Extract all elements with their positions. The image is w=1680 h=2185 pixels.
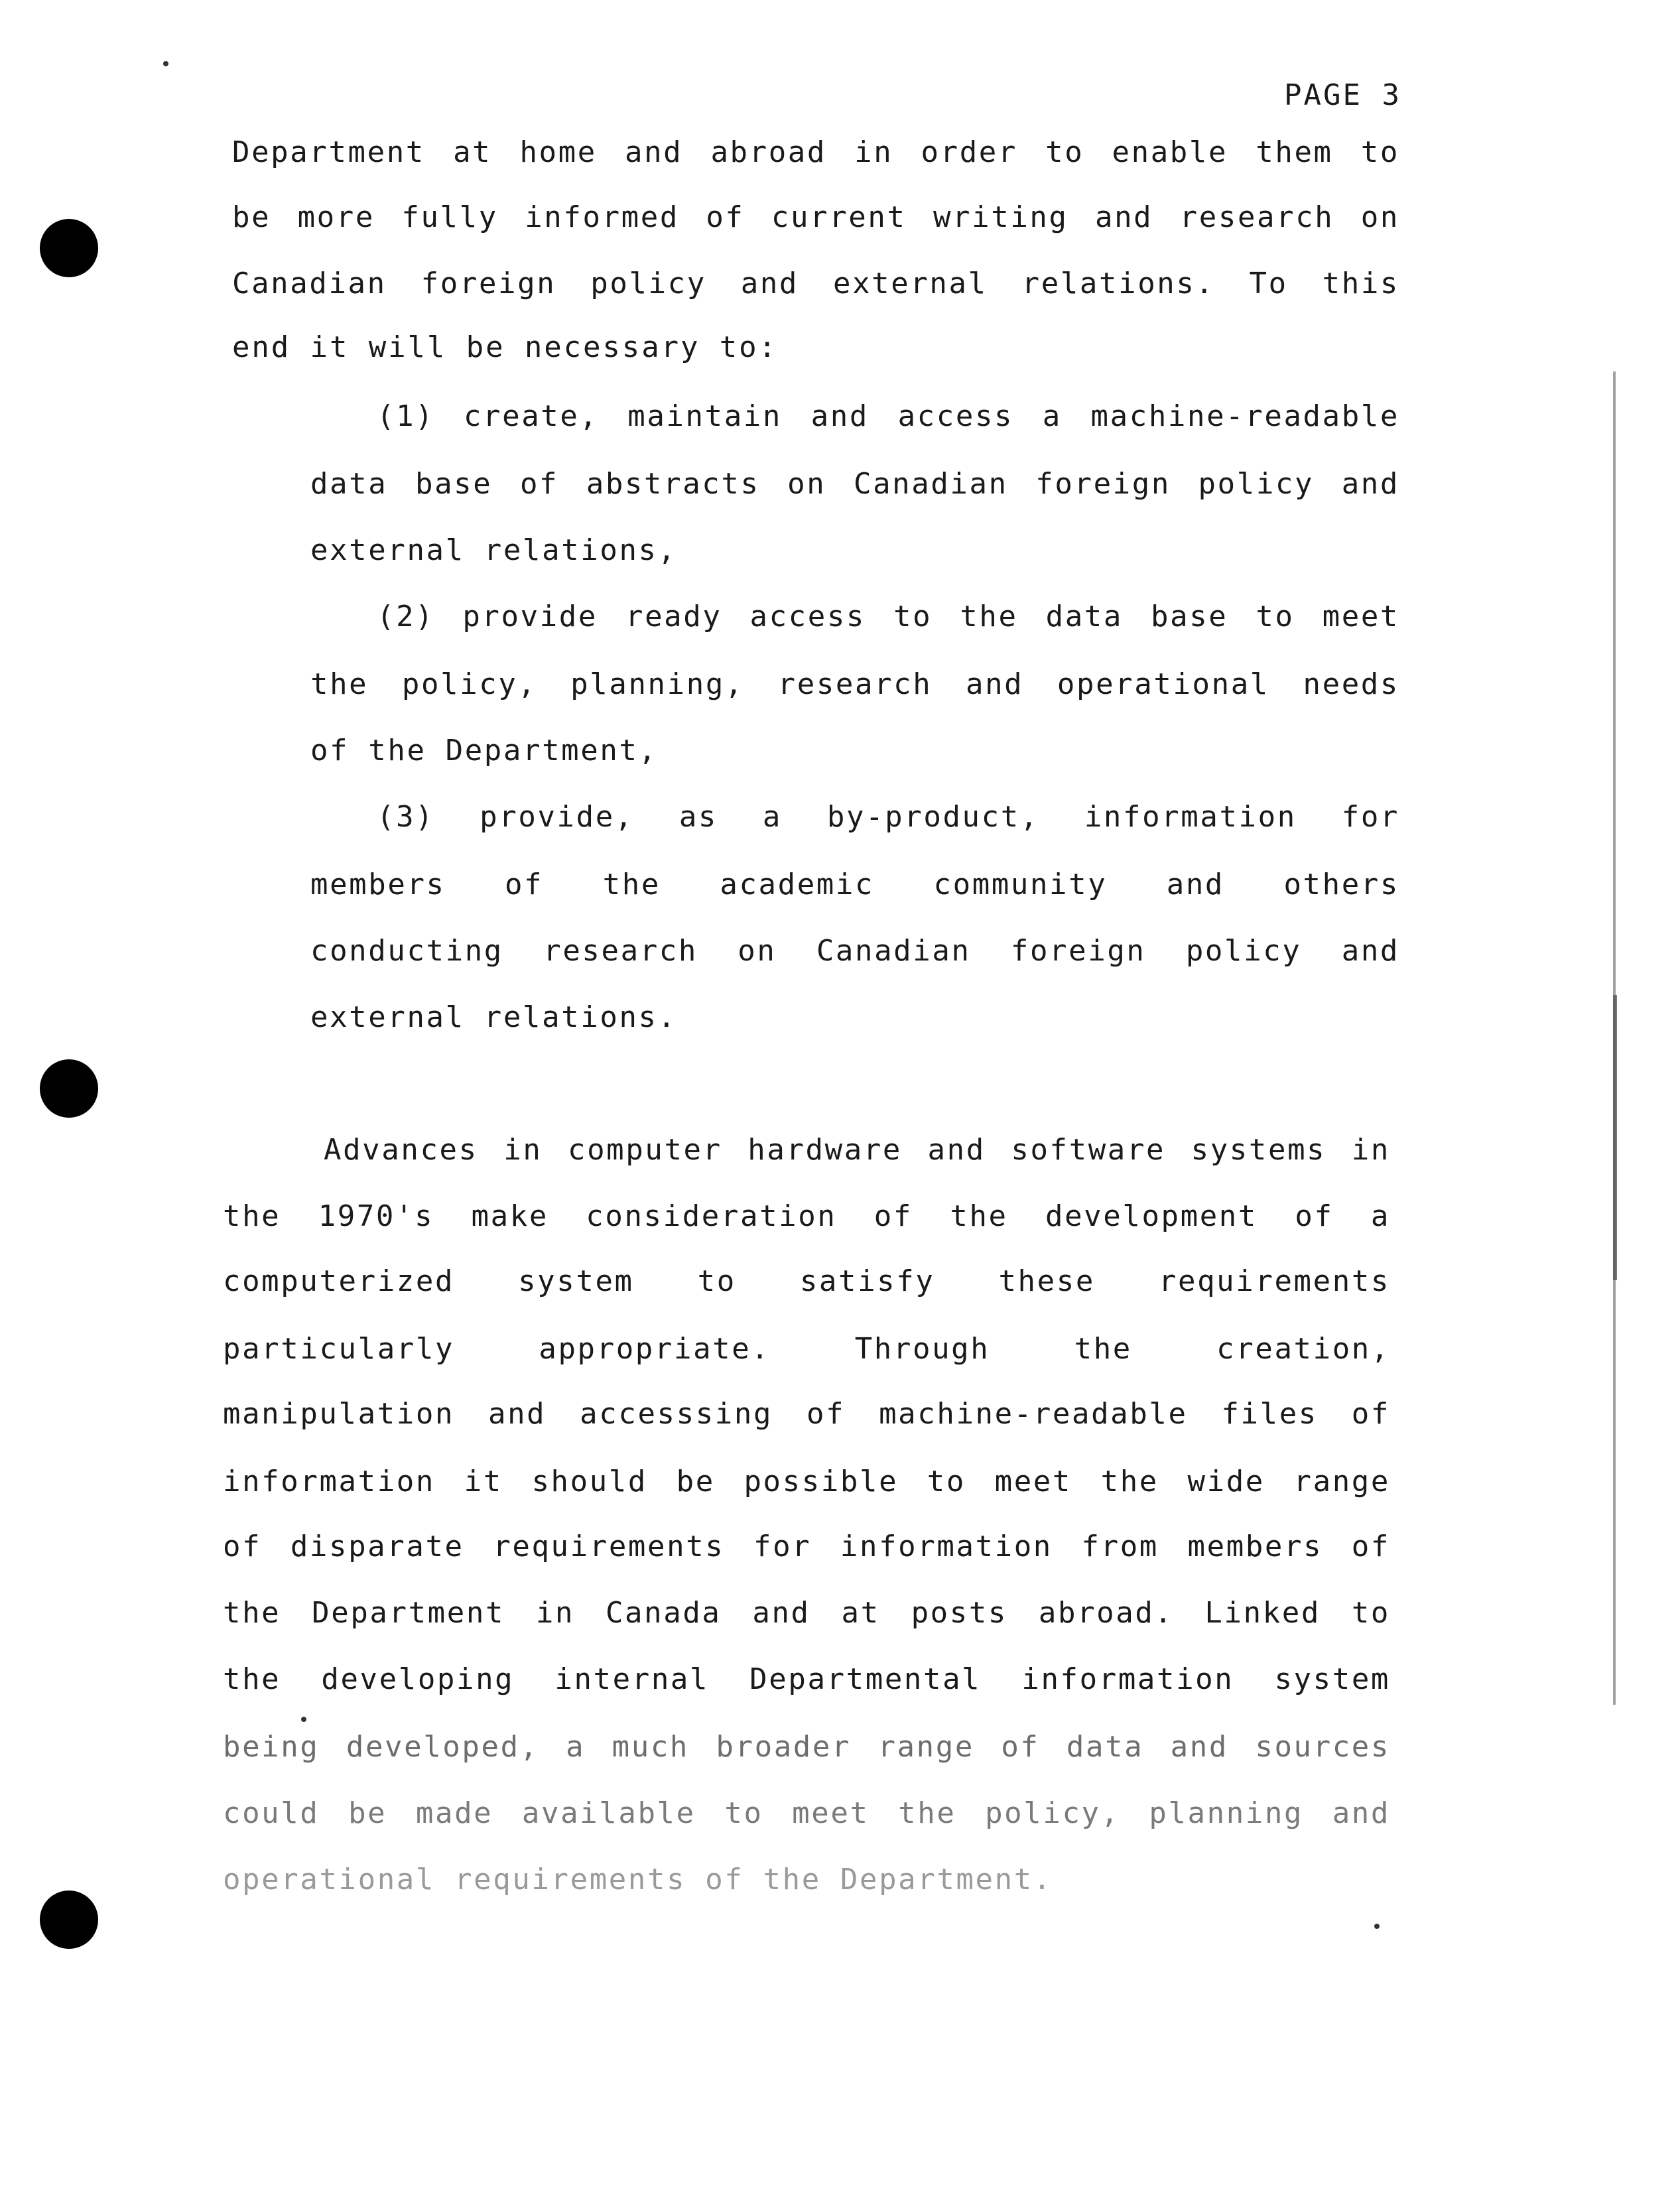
paragraph-1-line: end it will be necessary to: [232,330,778,364]
list-item-1-line: external relations, [310,533,677,567]
list-item-1-line: (1) create, maintain and access a machine-readable [377,399,1399,433]
scan-edge-shadow [1613,995,1617,1280]
scan-speck [1374,1924,1380,1929]
paragraph-1-line: be more fully informed of current writing and research on [232,200,1399,234]
paragraph-2-line: particularly appropriate. Through the creation, [223,1332,1390,1366]
paragraph-2-line: manipulation and accesssing of machine-readable files of [223,1397,1390,1431]
list-item-1-line: data base of abstracts on Canadian foreign policy and [310,467,1399,501]
paragraph-2-line: the Department in Canada and at posts abroad. Linked to [223,1596,1390,1630]
paragraph-2-line: operational requirements of the Department. [223,1863,1053,1896]
paragraph-2-line: the 1970's make consideration of the development of a [223,1199,1390,1233]
page-number: PAGE 3 [1284,78,1401,112]
list-item-2-line: the policy, planning, research and operational needs [310,667,1399,701]
paragraph-2-line: computerized system to satisfy these requirements [223,1264,1390,1298]
paragraph-1-line: Department at home and abroad in order to enable them to [232,135,1399,169]
punch-hole-top [40,219,98,277]
paragraph-1-line: Canadian foreign policy and external relations. To this [232,267,1399,300]
punch-hole-bottom [40,1890,98,1949]
paragraph-2-line: could be made available to meet the policy, planning and [223,1796,1390,1830]
list-item-2-line: (2) provide ready access to the data base to meet [377,600,1399,633]
paragraph-2-line: of disparate requirements for information from members of [223,1530,1390,1563]
paragraph-2-line: the developing internal Departmental information system [223,1662,1390,1696]
paragraph-2-line: information it should be possible to meet the wide range [223,1465,1390,1498]
list-item-3-line: conducting research on Canadian foreign policy and [310,934,1399,968]
scan-speck [301,1717,306,1722]
list-item-3-line: members of the academic community and others [310,868,1399,901]
paragraph-2-line: Advances in computer hardware and software systems in [324,1133,1390,1167]
scan-speck [163,61,168,66]
punch-hole-middle [40,1059,98,1118]
list-item-3-line: (3) provide, as a by-product, information for [377,800,1399,834]
list-item-3-line: external relations. [310,1000,677,1034]
list-item-2-line: of the Department, [310,734,658,767]
paragraph-2-line: being developed, a much broader range of data and sources [223,1730,1390,1764]
